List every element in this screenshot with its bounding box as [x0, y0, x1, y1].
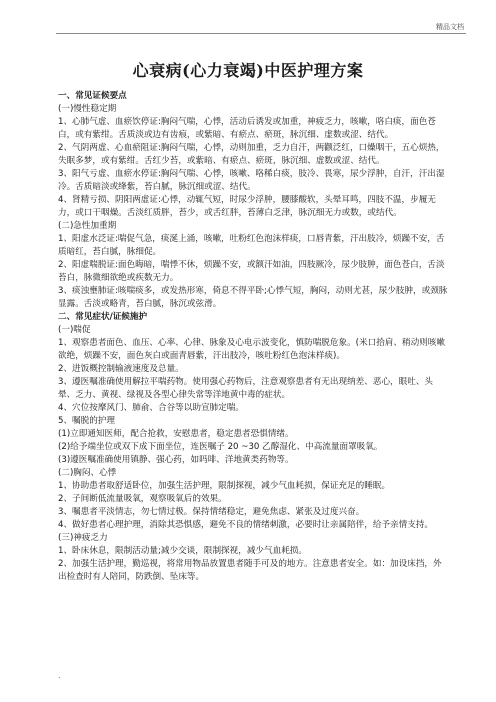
- document-body: [58, 90, 450, 584]
- section-heading: 二、常见症状/证候施护: [58, 312, 148, 322]
- paragraph: 4、肾精亏损、阴阳两虚证:心悸，动辄气短，时尿少浮肿，腰膝酸软，头晕耳鸣，四肢不温，步履无力，或口干咽燥。舌淡红质胖，苔少，或舌红胖，苔薄白乏津，脉沉细无力或数，或结代。: [58, 195, 436, 218]
- paragraph: 5、嘱脱的护理: [58, 416, 116, 426]
- paragraph: 4、做好患者心理护理，消除其恐惧感，避免不良的情绪刺激，必要时让亲属陪伴，给予亲情支持。: [58, 520, 434, 530]
- paragraph: (1)立即通知医师，配合抢救，安慰患者，稳定患者恐惧情绪。: [58, 429, 294, 439]
- paragraph: 3、嘱患者平淡情志，勿七情过极。保持情绪稳定，避免焦虑、紧张及过度兴奋。: [58, 507, 365, 517]
- paragraph: 1、心肺气虚、血瘀饮停证:胸闷气喘，心悸，活动后诱发或加重，神疲乏力，咳嗽，咯白痰，面色苍白，或有紫绀。舌质淡或边有齿痕，或紫暗、有瘀点、瘀斑，脉沉细、虚数或涩、结代。: [58, 117, 436, 140]
- section-heading: 一、常见证候要点: [58, 91, 127, 101]
- paragraph: (三)神疲乏力: [58, 533, 108, 543]
- paragraph: (3)遵医嘱准确使用镇静、强心药，如吗啡、洋地黄类药物等。: [58, 455, 294, 465]
- paragraph: 2、气阴两虚、心血瘀阻证:胸闷气喘，心悸，动则加重，乏力自汗，两颧泛红，口燥咽干，五心烦热，失眠多梦，或有紫绀。舌红少苔，或紫暗、有瘀点、瘀斑，脉沉细、虚数或涩、结代。: [58, 143, 445, 166]
- header-label: 精品文档: [436, 23, 464, 31]
- paragraph: 1、观察患者面色、血压、心率、心律、脉象及心电示波变化，慎防喘脱危象。(米口拾肩、稍动则咳嗽欲绝，烦躁不安，面色灰白或面青唇紫，汗出肢冷，咳吐粉红色泡沫样痰)。: [58, 338, 445, 361]
- paragraph: 1、协助患者取舒适卧位，加强生活护理，限制探视，减少气血耗损，保证充足的睡眠。: [58, 481, 391, 491]
- paragraph: 3、遵医嘱准确使用解拉平喘药物。使用强心药物后，注意观察患者有无出现纳差、恶心，眼吐、头晕、乏力、黄视、绿视及各型心律失常等洋地黄中毒的症状。: [58, 377, 434, 400]
- paragraph: 4、穴位按摩风门、肺俞、合谷等以助宣肺定喘。: [58, 403, 244, 413]
- paragraph: (一)慢性稳定期: [58, 104, 117, 114]
- paragraph: 3、痰浊壅肺证:咳喘痰多，或发热形寒，倚息不得平卧;心悸气短，胸闷，动则尤甚，尿少肢肿，或颈脉显露。舌淡或略青，苔白腻，脉沉或弦滑。: [58, 286, 448, 309]
- paragraph: (一)喘促: [58, 325, 91, 335]
- paragraph: (二)胸闷、心悸: [58, 468, 117, 478]
- paragraph: 2、子间断低流量吸氧，观察吸氧后的效果。: [58, 494, 227, 504]
- footer-mark: .: [58, 671, 61, 680]
- paragraph: 2、进饭概控制输液速度及总量。: [58, 364, 184, 374]
- paragraph: 3、阳气亏虚、血瘀水停证:胸闷气喘、心悸，咳嗽、咯稀白痰，肢冷、畏寒，尿少浮肿，自汗，汗出湿冷。舌质暗淡或绛紫，苔白腻，脉沉细或涩、结代。: [58, 169, 445, 192]
- paragraph: (二)急性加重期: [58, 221, 117, 231]
- header-rule: [56, 33, 466, 34]
- paragraph: 1、卧床休息，限制活动量;减少交谈，限制探视，减少气血耗损。: [58, 546, 307, 556]
- paragraph: 1、阳虚水泛证:喘促气急，痰涎上涌，咳嗽，吐粉红色泡沫样痰，口唇青紫，汗出肢冷，烦躁不安，舌质暗红，苔白腻，脉细促。: [58, 234, 445, 257]
- paragraph: 2、加强生活护理，勤巡视，将常用物品放置患者随手可及的地方。注意患者安全。如：加设床挡，外出检查时有人陪同，防跌倒、坠床等。: [58, 559, 442, 582]
- document-title: 心衰病(心力衰竭)中医护理方案: [132, 61, 364, 80]
- paragraph: (2)给予端坐位或双下成下面坐位，连医嘱子 20 ~30 乙醇湿化、中高流量面罩吸氧。: [58, 442, 383, 452]
- paragraph: 2、阳虚喘脱证:面色晦暗，喘悸不休，烦躁不安，或额汗如油，四肢厥冷，尿少肢肿，面色苍白，舌淡苔白，脉微细欲绝或疾数无力。: [58, 260, 445, 283]
